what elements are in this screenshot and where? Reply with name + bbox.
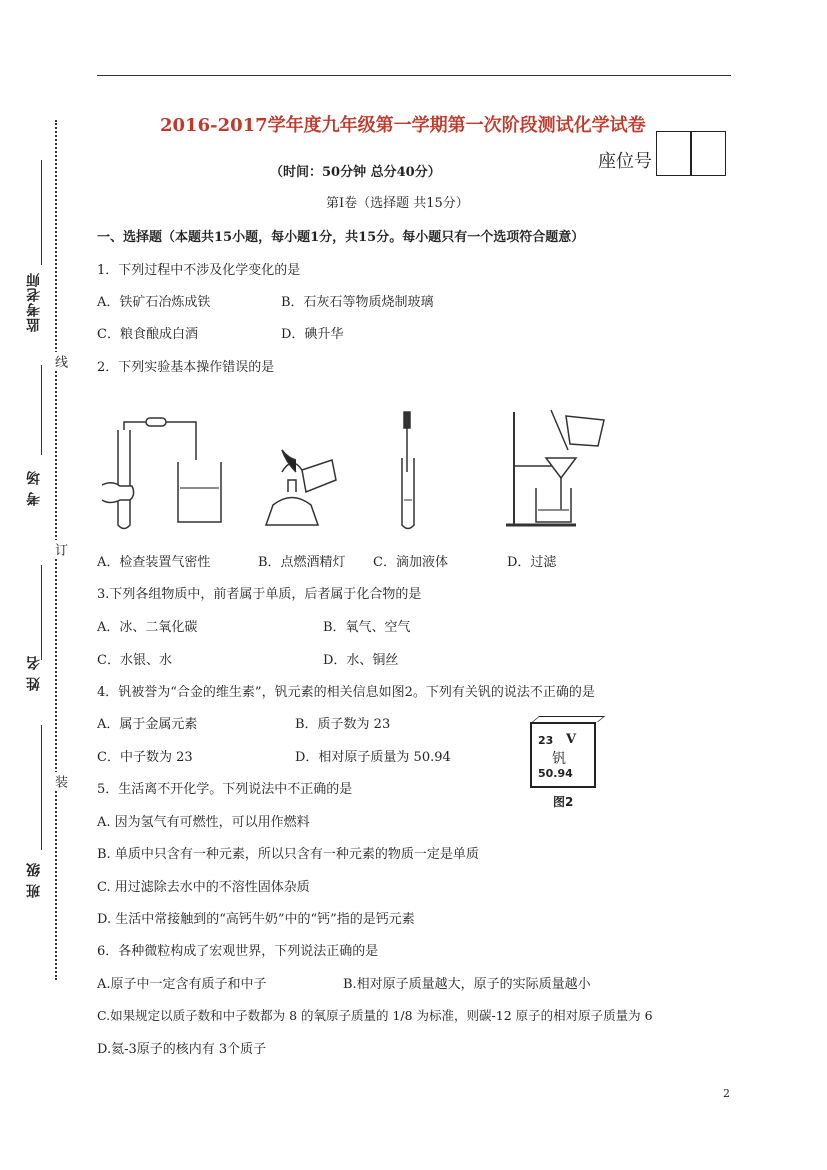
- room-fill-line: [41, 365, 42, 455]
- seat-box-1[interactable]: [656, 131, 692, 176]
- label-proctor: 监考老师: [26, 272, 42, 332]
- lab-apparatus-figure: [96, 400, 616, 535]
- q3-option-c: C．水银、水: [97, 653, 172, 668]
- exam-title: 2016-2017学年度九年级第一学期第一次阶段测试化学试卷: [160, 115, 646, 136]
- class-fill-line: [41, 725, 42, 850]
- q3-option-a: A．冰、二氧化碳: [97, 620, 198, 635]
- q6-option-c: C.如果规定以质子数和中子数都为 8 的氧原子质量的 1/8 为标准，则碳-12 原子的相对原子质量为 6: [97, 1008, 653, 1023]
- q2-option-a: A．检查装置气密性: [97, 555, 211, 570]
- q6-option-b: B.相对原子质量越大，原子的实际质量越小: [343, 977, 591, 992]
- element-name: 钒: [552, 751, 566, 767]
- mark-xian: 线: [50, 352, 69, 371]
- q4-option-d: D．相对原子质量为 50.94: [295, 750, 451, 765]
- q4-option-a: A．属于金属元素: [97, 717, 198, 732]
- q1-option-b: B．石灰石等物质烧制玻璃: [281, 295, 434, 310]
- vanadium-element-card: [530, 722, 596, 788]
- q2-option-c: C．滴加液体: [373, 555, 448, 570]
- airtightness-apparatus: [102, 418, 221, 529]
- q5-option-a: A. 因为氢气有可燃性，可以用作燃料: [97, 815, 310, 830]
- q1-option-a: A．铁矿石冶炼成铁: [97, 295, 211, 310]
- mark-ding: 订: [50, 540, 69, 559]
- q1-option-d: D．碘升华: [281, 327, 344, 342]
- q3-option-d: D．水、铜丝: [323, 653, 399, 668]
- q2-option-b: B．点燃酒精灯: [258, 555, 346, 570]
- label-class: 班 级: [26, 862, 42, 898]
- q1-stem: 1．下列过程中不涉及化学变化的是: [97, 263, 301, 278]
- q3-option-b: B．氧气、空气: [323, 620, 411, 635]
- label-name: 姓 名: [26, 655, 42, 691]
- element-atomic-mass: 50.94: [538, 767, 573, 780]
- element-symbol: V: [566, 732, 577, 747]
- q4-option-b: B．质子数为 23: [295, 717, 391, 732]
- page-number: 2: [723, 1087, 730, 1100]
- exam-subtitle: （时间：50分钟 总分40分）: [270, 165, 441, 180]
- element-atomic-number: 23: [538, 734, 554, 747]
- filtration-apparatus: [506, 410, 604, 525]
- q5-option-d: D. 生活中常接触到的“高钙牛奶”中的“钙”指的是钙元素: [97, 912, 415, 927]
- section-title: 第Ⅰ卷（选择题 共15分）: [326, 196, 469, 211]
- q4-stem: 4．钒被誉为“合金的维生素”，钒元素的相关信息如图2。下列有关钒的说法不正确的是: [97, 685, 595, 700]
- alcohol-lamp-apparatus: [266, 450, 336, 525]
- q6-option-a: A.原子中一定含有质子和中子: [97, 977, 267, 992]
- proctor-fill-line: [41, 160, 42, 265]
- q5-option-b: B. 单质中只含有一种元素，所以只含有一种元素的物质一定是单质: [97, 847, 479, 862]
- header-rule: [97, 75, 731, 76]
- dropper-apparatus: [402, 412, 414, 529]
- q4-option-c: C．中子数为 23: [97, 750, 193, 765]
- q5-option-c: C. 用过滤除去水中的不溶性固体杂质: [97, 880, 310, 895]
- seat-box-2[interactable]: [690, 131, 726, 176]
- figure-2-caption: 图2: [553, 795, 574, 809]
- q1-option-c: C．粮食酿成白酒: [97, 327, 198, 342]
- q3-stem: 3.下列各组物质中，前者属于单质，后者属于化合物的是: [97, 587, 422, 602]
- label-room: 考 场: [26, 470, 42, 506]
- q6-option-d: D.氦-3原子的核内有 3个质子: [97, 1042, 267, 1057]
- seat-number-label: 座位号: [598, 151, 652, 172]
- q2-stem: 2．下列实验基本操作错误的是: [97, 360, 275, 375]
- q2-option-d: D．过滤: [507, 555, 557, 570]
- mark-zhuang: 装: [50, 772, 69, 791]
- part-heading: 一、选择题（本题共15小题，每小题1分，共15分。每小题只有一个选项符合题意）: [97, 230, 585, 245]
- q5-stem: 5．生活离不开化学。下列说法中不正确的是: [97, 782, 353, 797]
- name-fill-line: [41, 565, 42, 660]
- q6-stem: 6．各种微粒构成了宏观世界，下列说法正确的是: [97, 944, 379, 959]
